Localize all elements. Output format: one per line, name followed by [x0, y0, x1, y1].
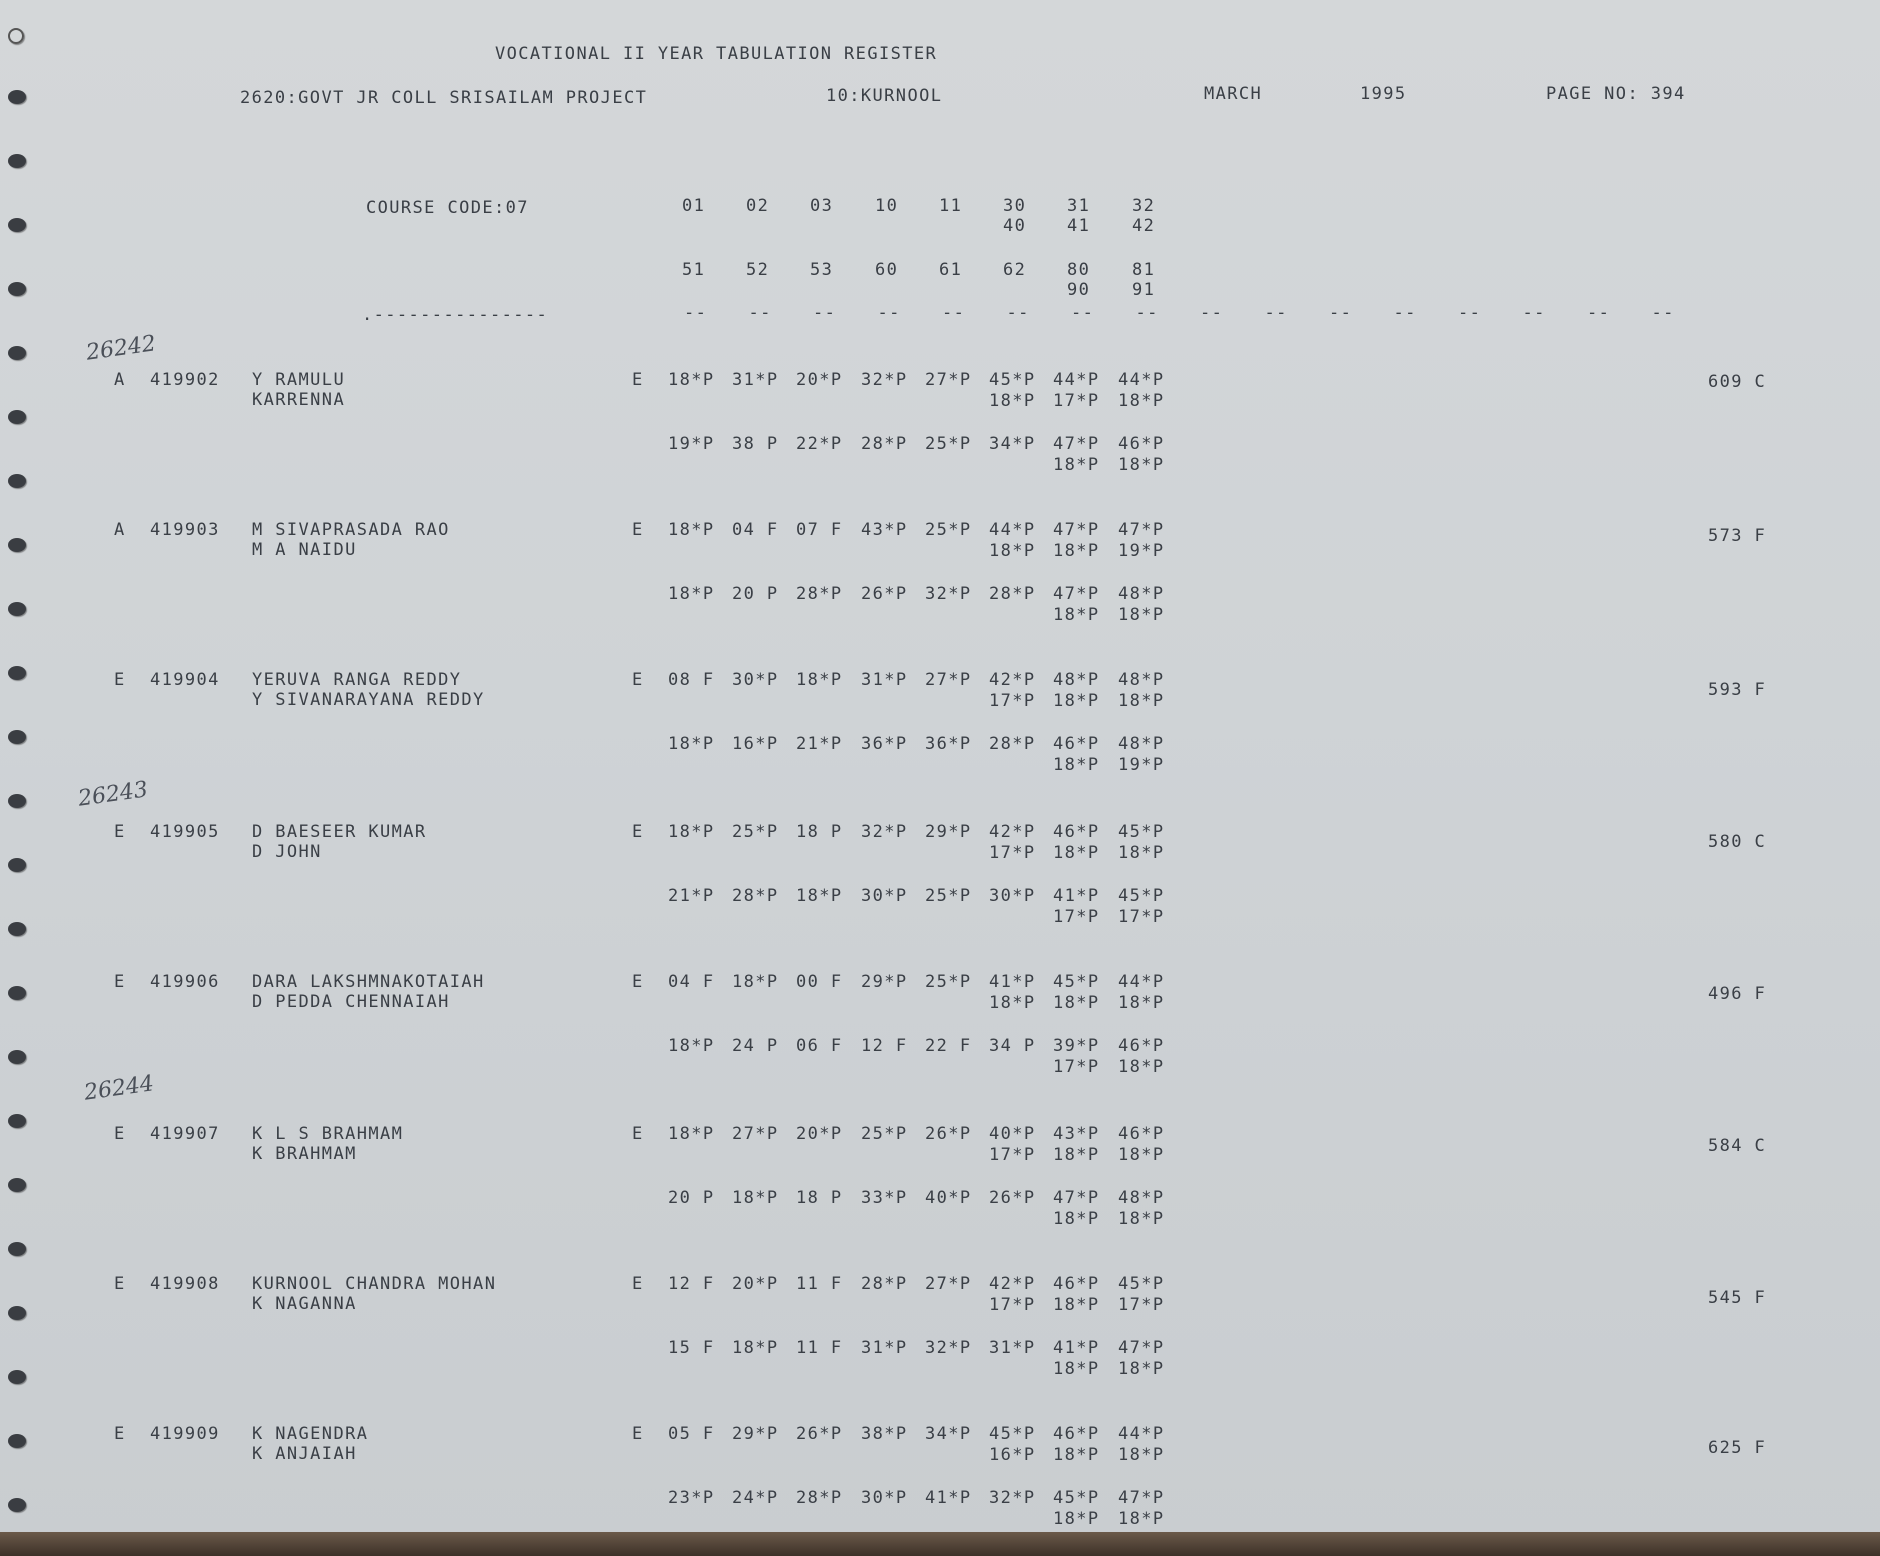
mark-cell: 18*P [796, 886, 843, 906]
mark-cell: 45*P [989, 370, 1036, 390]
mark-cell: 17*P [989, 1295, 1036, 1315]
subject-code: 02 [746, 196, 770, 216]
total-result: 593 F [1708, 680, 1767, 700]
mark-cell: 28*P [861, 1274, 908, 1294]
mark-cell: 18*P [668, 520, 715, 540]
mark-cell: 32*P [989, 1488, 1036, 1508]
binder-hole [8, 154, 26, 168]
subject-code: 41 [1067, 216, 1091, 236]
column-divider: -- [813, 303, 837, 323]
mark-cell: 11 F [796, 1338, 843, 1358]
mark-cell: 47*P [1053, 434, 1100, 454]
mark-cell: 46*P [1118, 1124, 1165, 1144]
college-name: 2620:GOVT JR COLL SRISAILAM PROJECT [240, 88, 648, 108]
mark-cell: 32*P [861, 822, 908, 842]
binder-hole [8, 858, 26, 872]
mark-cell: 42*P [989, 670, 1036, 690]
binder-hole [8, 410, 26, 424]
column-divider: -- [748, 303, 772, 323]
mark-cell: 25*P [925, 520, 972, 540]
binder-hole [8, 1114, 26, 1128]
mark-cell: 22 F [925, 1036, 972, 1056]
mark-cell: 20*P [796, 370, 843, 390]
mark-cell: 33*P [861, 1188, 908, 1208]
binder-hole [8, 1178, 26, 1192]
subject-code: 62 [1003, 260, 1027, 280]
mark-cell: 28*P [732, 886, 779, 906]
mark-cell: 39*P [1053, 1036, 1100, 1056]
mark-cell: 27*P [925, 370, 972, 390]
mark-cell: 42*P [989, 822, 1036, 842]
mark-cell: 47*P [1118, 1488, 1165, 1508]
mark-cell: 18*P [668, 1124, 715, 1144]
mark-cell: 18*P [1118, 1445, 1165, 1465]
mark-cell: 18*P [1053, 1145, 1100, 1165]
roll-number: 419904 [150, 670, 220, 690]
mark-cell: 28*P [796, 1488, 843, 1508]
mark-cell: 45*P [1118, 886, 1165, 906]
mark-cell: 44*P [989, 520, 1036, 540]
mark-cell: 28*P [861, 434, 908, 454]
mark-cell: 18*P [1118, 1145, 1165, 1165]
mark-cell: 18*P [1118, 993, 1165, 1013]
mark-cell: 18*P [1118, 605, 1165, 625]
mark-cell: 18*P [1118, 455, 1165, 475]
mark-cell: 08 F [668, 670, 715, 690]
student-name: D BAESEER KUMAR [252, 822, 427, 842]
mark-cell: 29*P [732, 1424, 779, 1444]
total-result: 545 F [1708, 1288, 1767, 1308]
mark-cell: 00 F [796, 972, 843, 992]
medium: E [632, 370, 644, 390]
mark-cell: 48*P [1053, 670, 1100, 690]
mark-cell: 17*P [989, 691, 1036, 711]
mark-cell: 30*P [861, 886, 908, 906]
mark-cell: 25*P [732, 822, 779, 842]
mark-cell: 27*P [925, 1274, 972, 1294]
subject-code: 32 [1132, 196, 1156, 216]
mark-cell: 21*P [796, 734, 843, 754]
subject-code: 91 [1132, 280, 1156, 300]
binder-hole [8, 730, 26, 744]
binder-hole [8, 1434, 26, 1448]
mark-cell: 26*P [989, 1188, 1036, 1208]
roll-number: 419905 [150, 822, 220, 842]
mark-cell: 18*P [1118, 1057, 1165, 1077]
mark-cell: 18*P [668, 1036, 715, 1056]
roll-number: 419909 [150, 1424, 220, 1444]
column-divider: -- [684, 303, 708, 323]
mark-cell: 40*P [989, 1124, 1036, 1144]
mark-cell: 18*P [732, 1188, 779, 1208]
column-divider: -- [1587, 303, 1611, 323]
total-result: 573 F [1708, 526, 1767, 546]
mark-cell: 47*P [1053, 1188, 1100, 1208]
mark-cell: 46*P [1053, 1424, 1100, 1444]
mark-cell: 18*P [989, 541, 1036, 561]
mark-cell: 18*P [1053, 691, 1100, 711]
column-divider: -- [1651, 303, 1675, 323]
mark-cell: 46*P [1053, 1274, 1100, 1294]
subject-code: 80 [1067, 260, 1091, 280]
mark-cell: 18*P [668, 584, 715, 604]
mark-cell: 06 F [796, 1036, 843, 1056]
subject-code: 30 [1003, 196, 1027, 216]
medium: E [632, 972, 644, 992]
mark-cell: 32*P [925, 1338, 972, 1358]
mark-cell: 04 F [668, 972, 715, 992]
subject-code: 52 [746, 260, 770, 280]
mark-cell: 34*P [989, 434, 1036, 454]
binder-hole [8, 1370, 26, 1384]
mark-cell: 18*P [1053, 1509, 1100, 1529]
column-divider: -- [1006, 303, 1030, 323]
mark-cell: 18*P [668, 370, 715, 390]
mark-cell: 18*P [1053, 1359, 1100, 1379]
mark-cell: 18*P [1118, 1509, 1165, 1529]
column-divider: -- [1522, 303, 1546, 323]
mark-cell: 46*P [1053, 734, 1100, 754]
mark-cell: 18*P [1118, 843, 1165, 863]
student-group: A [114, 520, 126, 540]
column-divider: -- [1458, 303, 1482, 323]
handwritten-note: 26243 [76, 777, 150, 812]
student-name: KURNOOL CHANDRA MOHAN [252, 1274, 497, 1294]
mark-cell: 43*P [1053, 1124, 1100, 1144]
mark-cell: 17*P [989, 1145, 1036, 1165]
mark-cell: 29*P [861, 972, 908, 992]
mark-cell: 25*P [925, 886, 972, 906]
mark-cell: 30*P [989, 886, 1036, 906]
binder-hole [8, 794, 26, 808]
mark-cell: 25*P [925, 972, 972, 992]
mark-cell: 47*P [1053, 520, 1100, 540]
mark-cell: 18*P [1118, 391, 1165, 411]
medium: E [632, 822, 644, 842]
mark-cell: 05 F [668, 1424, 715, 1444]
column-divider: -- [1135, 303, 1159, 323]
mark-cell: 45*P [1053, 1488, 1100, 1508]
medium: E [632, 520, 644, 540]
mark-cell: 48*P [1118, 734, 1165, 754]
column-divider: -- [877, 303, 901, 323]
mark-cell: 18*P [732, 1338, 779, 1358]
subject-code: 60 [875, 260, 899, 280]
mark-cell: 20 P [668, 1188, 715, 1208]
mark-cell: 17*P [1118, 1295, 1165, 1315]
mark-cell: 34 P [989, 1036, 1036, 1056]
mark-cell: 15 F [668, 1338, 715, 1358]
column-divider: -- [1264, 303, 1288, 323]
roll-number: 419902 [150, 370, 220, 390]
mark-cell: 46*P [1118, 434, 1165, 454]
subject-code: 61 [939, 260, 963, 280]
medium: E [632, 1274, 644, 1294]
mark-cell: 47*P [1053, 584, 1100, 604]
binder-hole [8, 922, 26, 936]
student-group: E [114, 1124, 126, 1144]
mark-cell: 45*P [1053, 972, 1100, 992]
mark-cell: 36*P [925, 734, 972, 754]
binder-hole [8, 1242, 26, 1256]
student-group: E [114, 972, 126, 992]
exam-month: MARCH [1204, 84, 1263, 104]
binder-edge [0, 1532, 1880, 1556]
mark-cell: 44*P [1053, 370, 1100, 390]
mark-cell: 17*P [1053, 391, 1100, 411]
mark-cell: 31*P [989, 1338, 1036, 1358]
mark-cell: 28*P [989, 734, 1036, 754]
mark-cell: 16*P [732, 734, 779, 754]
mark-cell: 17*P [1118, 907, 1165, 927]
mark-cell: 31*P [732, 370, 779, 390]
student-name: DARA LAKSHMNAKOTAIAH [252, 972, 485, 992]
mark-cell: 21*P [668, 886, 715, 906]
column-divider: -- [942, 303, 966, 323]
mark-cell: 44*P [1118, 1424, 1165, 1444]
mark-cell: 45*P [1118, 1274, 1165, 1294]
subject-code: 11 [939, 196, 963, 216]
mark-cell: 17*P [989, 843, 1036, 863]
mark-cell: 46*P [1118, 1036, 1165, 1056]
binder-hole [8, 666, 26, 680]
mark-cell: 26*P [925, 1124, 972, 1144]
mark-cell: 18*P [989, 993, 1036, 1013]
register-title: VOCATIONAL II YEAR TABULATION REGISTER [495, 44, 938, 64]
mark-cell: 32*P [861, 370, 908, 390]
mark-cell: 44*P [1118, 370, 1165, 390]
mark-cell: 18*P [1053, 1295, 1100, 1315]
mark-cell: 17*P [1053, 907, 1100, 927]
handwritten-note: 26242 [84, 331, 158, 366]
roll-number: 419907 [150, 1124, 220, 1144]
column-divider: -- [1200, 303, 1224, 323]
parent-name: D JOHN [252, 842, 322, 862]
mark-cell: 44*P [1118, 972, 1165, 992]
mark-cell: 43*P [861, 520, 908, 540]
mark-cell: 27*P [925, 670, 972, 690]
mark-cell: 47*P [1118, 520, 1165, 540]
mark-cell: 30*P [732, 670, 779, 690]
binder-hole [8, 28, 24, 44]
subject-code: 53 [810, 260, 834, 280]
exam-year: 1995 [1360, 84, 1407, 104]
course-code: COURSE CODE:07 [366, 198, 529, 218]
mark-cell: 41*P [989, 972, 1036, 992]
mark-cell: 18*P [732, 972, 779, 992]
mark-cell: 18*P [989, 391, 1036, 411]
mark-cell: 41*P [1053, 1338, 1100, 1358]
mark-cell: 19*P [1118, 541, 1165, 561]
medium: E [632, 1424, 644, 1444]
mark-cell: 48*P [1118, 584, 1165, 604]
mark-cell: 07 F [796, 520, 843, 540]
mark-cell: 19*P [668, 434, 715, 454]
mark-cell: 46*P [1053, 822, 1100, 842]
mark-cell: 18*P [1118, 691, 1165, 711]
parent-name: M A NAIDU [252, 540, 357, 560]
mark-cell: 18 P [796, 822, 843, 842]
total-result: 584 C [1708, 1136, 1767, 1156]
column-divider: -- [1393, 303, 1417, 323]
mark-cell: 28*P [989, 584, 1036, 604]
subject-code: 90 [1067, 280, 1091, 300]
mark-cell: 18*P [1053, 993, 1100, 1013]
mark-cell: 26*P [796, 1424, 843, 1444]
district-name: 10:KURNOOL [826, 86, 943, 106]
mark-cell: 18*P [1053, 541, 1100, 561]
roll-number: 419906 [150, 972, 220, 992]
mark-cell: 18 P [796, 1188, 843, 1208]
binder-hole [8, 1498, 26, 1512]
roll-number: 419903 [150, 520, 220, 540]
parent-name: KARRENNA [252, 390, 346, 410]
mark-cell: 18*P [1053, 1445, 1100, 1465]
subject-code: 31 [1067, 196, 1091, 216]
mark-cell: 18*P [1118, 1209, 1165, 1229]
parent-name: D PEDDA CHENNAIAH [252, 992, 450, 1012]
mark-cell: 04 F [732, 520, 779, 540]
medium: E [632, 670, 644, 690]
mark-cell: 48*P [1118, 1188, 1165, 1208]
mark-cell: 38 P [732, 434, 779, 454]
binder-hole [8, 1050, 26, 1064]
student-group: E [114, 822, 126, 842]
student-name: K NAGENDRA [252, 1424, 369, 1444]
mark-cell: 36*P [861, 734, 908, 754]
binder-hole [8, 282, 26, 296]
parent-name: Y SIVANARAYANA REDDY [252, 690, 485, 710]
mark-cell: 31*P [861, 670, 908, 690]
medium: E [632, 1124, 644, 1144]
subject-code: 40 [1003, 216, 1027, 236]
mark-cell: 18*P [1053, 605, 1100, 625]
subject-code: 03 [810, 196, 834, 216]
mark-cell: 18*P [1118, 1359, 1165, 1379]
mark-cell: 18*P [1053, 455, 1100, 475]
mark-cell: 22*P [796, 434, 843, 454]
column-divider: -- [1071, 303, 1095, 323]
mark-cell: 28*P [796, 584, 843, 604]
subject-code: 42 [1132, 216, 1156, 236]
mark-cell: 47*P [1118, 1338, 1165, 1358]
mark-cell: 45*P [1118, 822, 1165, 842]
mark-cell: 16*P [989, 1445, 1036, 1465]
roll-number: 419908 [150, 1274, 220, 1294]
mark-cell: 20*P [796, 1124, 843, 1144]
student-name: M SIVAPRASADA RAO [252, 520, 450, 540]
mark-cell: 32*P [925, 584, 972, 604]
handwritten-note: 26244 [82, 1071, 156, 1106]
mark-cell: 45*P [989, 1424, 1036, 1444]
parent-name: K NAGANNA [252, 1294, 357, 1314]
subject-code: 10 [875, 196, 899, 216]
mark-cell: 27*P [732, 1124, 779, 1144]
mark-cell: 24*P [732, 1488, 779, 1508]
student-group: E [114, 670, 126, 690]
total-result: 625 F [1708, 1438, 1767, 1458]
mark-cell: 25*P [861, 1124, 908, 1144]
mark-cell: 40*P [925, 1188, 972, 1208]
mark-cell: 48*P [1118, 670, 1165, 690]
mark-cell: 19*P [1118, 755, 1165, 775]
student-name: YERUVA RANGA REDDY [252, 670, 462, 690]
mark-cell: 18*P [1053, 755, 1100, 775]
mark-cell: 38*P [861, 1424, 908, 1444]
binder-hole [8, 474, 26, 488]
mark-cell: 30*P [861, 1488, 908, 1508]
student-group: A [114, 370, 126, 390]
binder-hole [8, 538, 26, 552]
mark-cell: 12 F [861, 1036, 908, 1056]
binder-hole [8, 602, 26, 616]
mark-cell: 17*P [1053, 1057, 1100, 1077]
mark-cell: 25*P [925, 434, 972, 454]
mark-cell: 41*P [925, 1488, 972, 1508]
subject-code: 51 [682, 260, 706, 280]
mark-cell: 12 F [668, 1274, 715, 1294]
header-divider: .--------------- [362, 305, 549, 325]
student-name: K L S BRAHMAM [252, 1124, 404, 1144]
mark-cell: 34*P [925, 1424, 972, 1444]
subject-code: 81 [1132, 260, 1156, 280]
mark-cell: 18*P [668, 822, 715, 842]
total-result: 496 F [1708, 984, 1767, 1004]
mark-cell: 18*P [1053, 843, 1100, 863]
total-result: 580 C [1708, 832, 1767, 852]
student-name: Y RAMULU [252, 370, 346, 390]
mark-cell: 24 P [732, 1036, 779, 1056]
mark-cell: 11 F [796, 1274, 843, 1294]
mark-cell: 20*P [732, 1274, 779, 1294]
mark-cell: 29*P [925, 822, 972, 842]
mark-cell: 18*P [668, 734, 715, 754]
binder-hole [8, 986, 26, 1000]
column-divider: -- [1329, 303, 1353, 323]
total-result: 609 C [1708, 372, 1767, 392]
mark-cell: 42*P [989, 1274, 1036, 1294]
mark-cell: 26*P [861, 584, 908, 604]
binder-hole [8, 218, 26, 232]
parent-name: K BRAHMAM [252, 1144, 357, 1164]
mark-cell: 31*P [861, 1338, 908, 1358]
subject-code: 01 [682, 196, 706, 216]
parent-name: K ANJAIAH [252, 1444, 357, 1464]
page-number: PAGE NO: 394 [1546, 84, 1686, 104]
mark-cell: 23*P [668, 1488, 715, 1508]
binder-hole [8, 90, 26, 104]
mark-cell: 20 P [732, 584, 779, 604]
mark-cell: 41*P [1053, 886, 1100, 906]
binder-hole [8, 346, 26, 360]
student-group: E [114, 1274, 126, 1294]
mark-cell: 18*P [1053, 1209, 1100, 1229]
student-group: E [114, 1424, 126, 1444]
mark-cell: 18*P [796, 670, 843, 690]
binder-hole [8, 1306, 26, 1320]
